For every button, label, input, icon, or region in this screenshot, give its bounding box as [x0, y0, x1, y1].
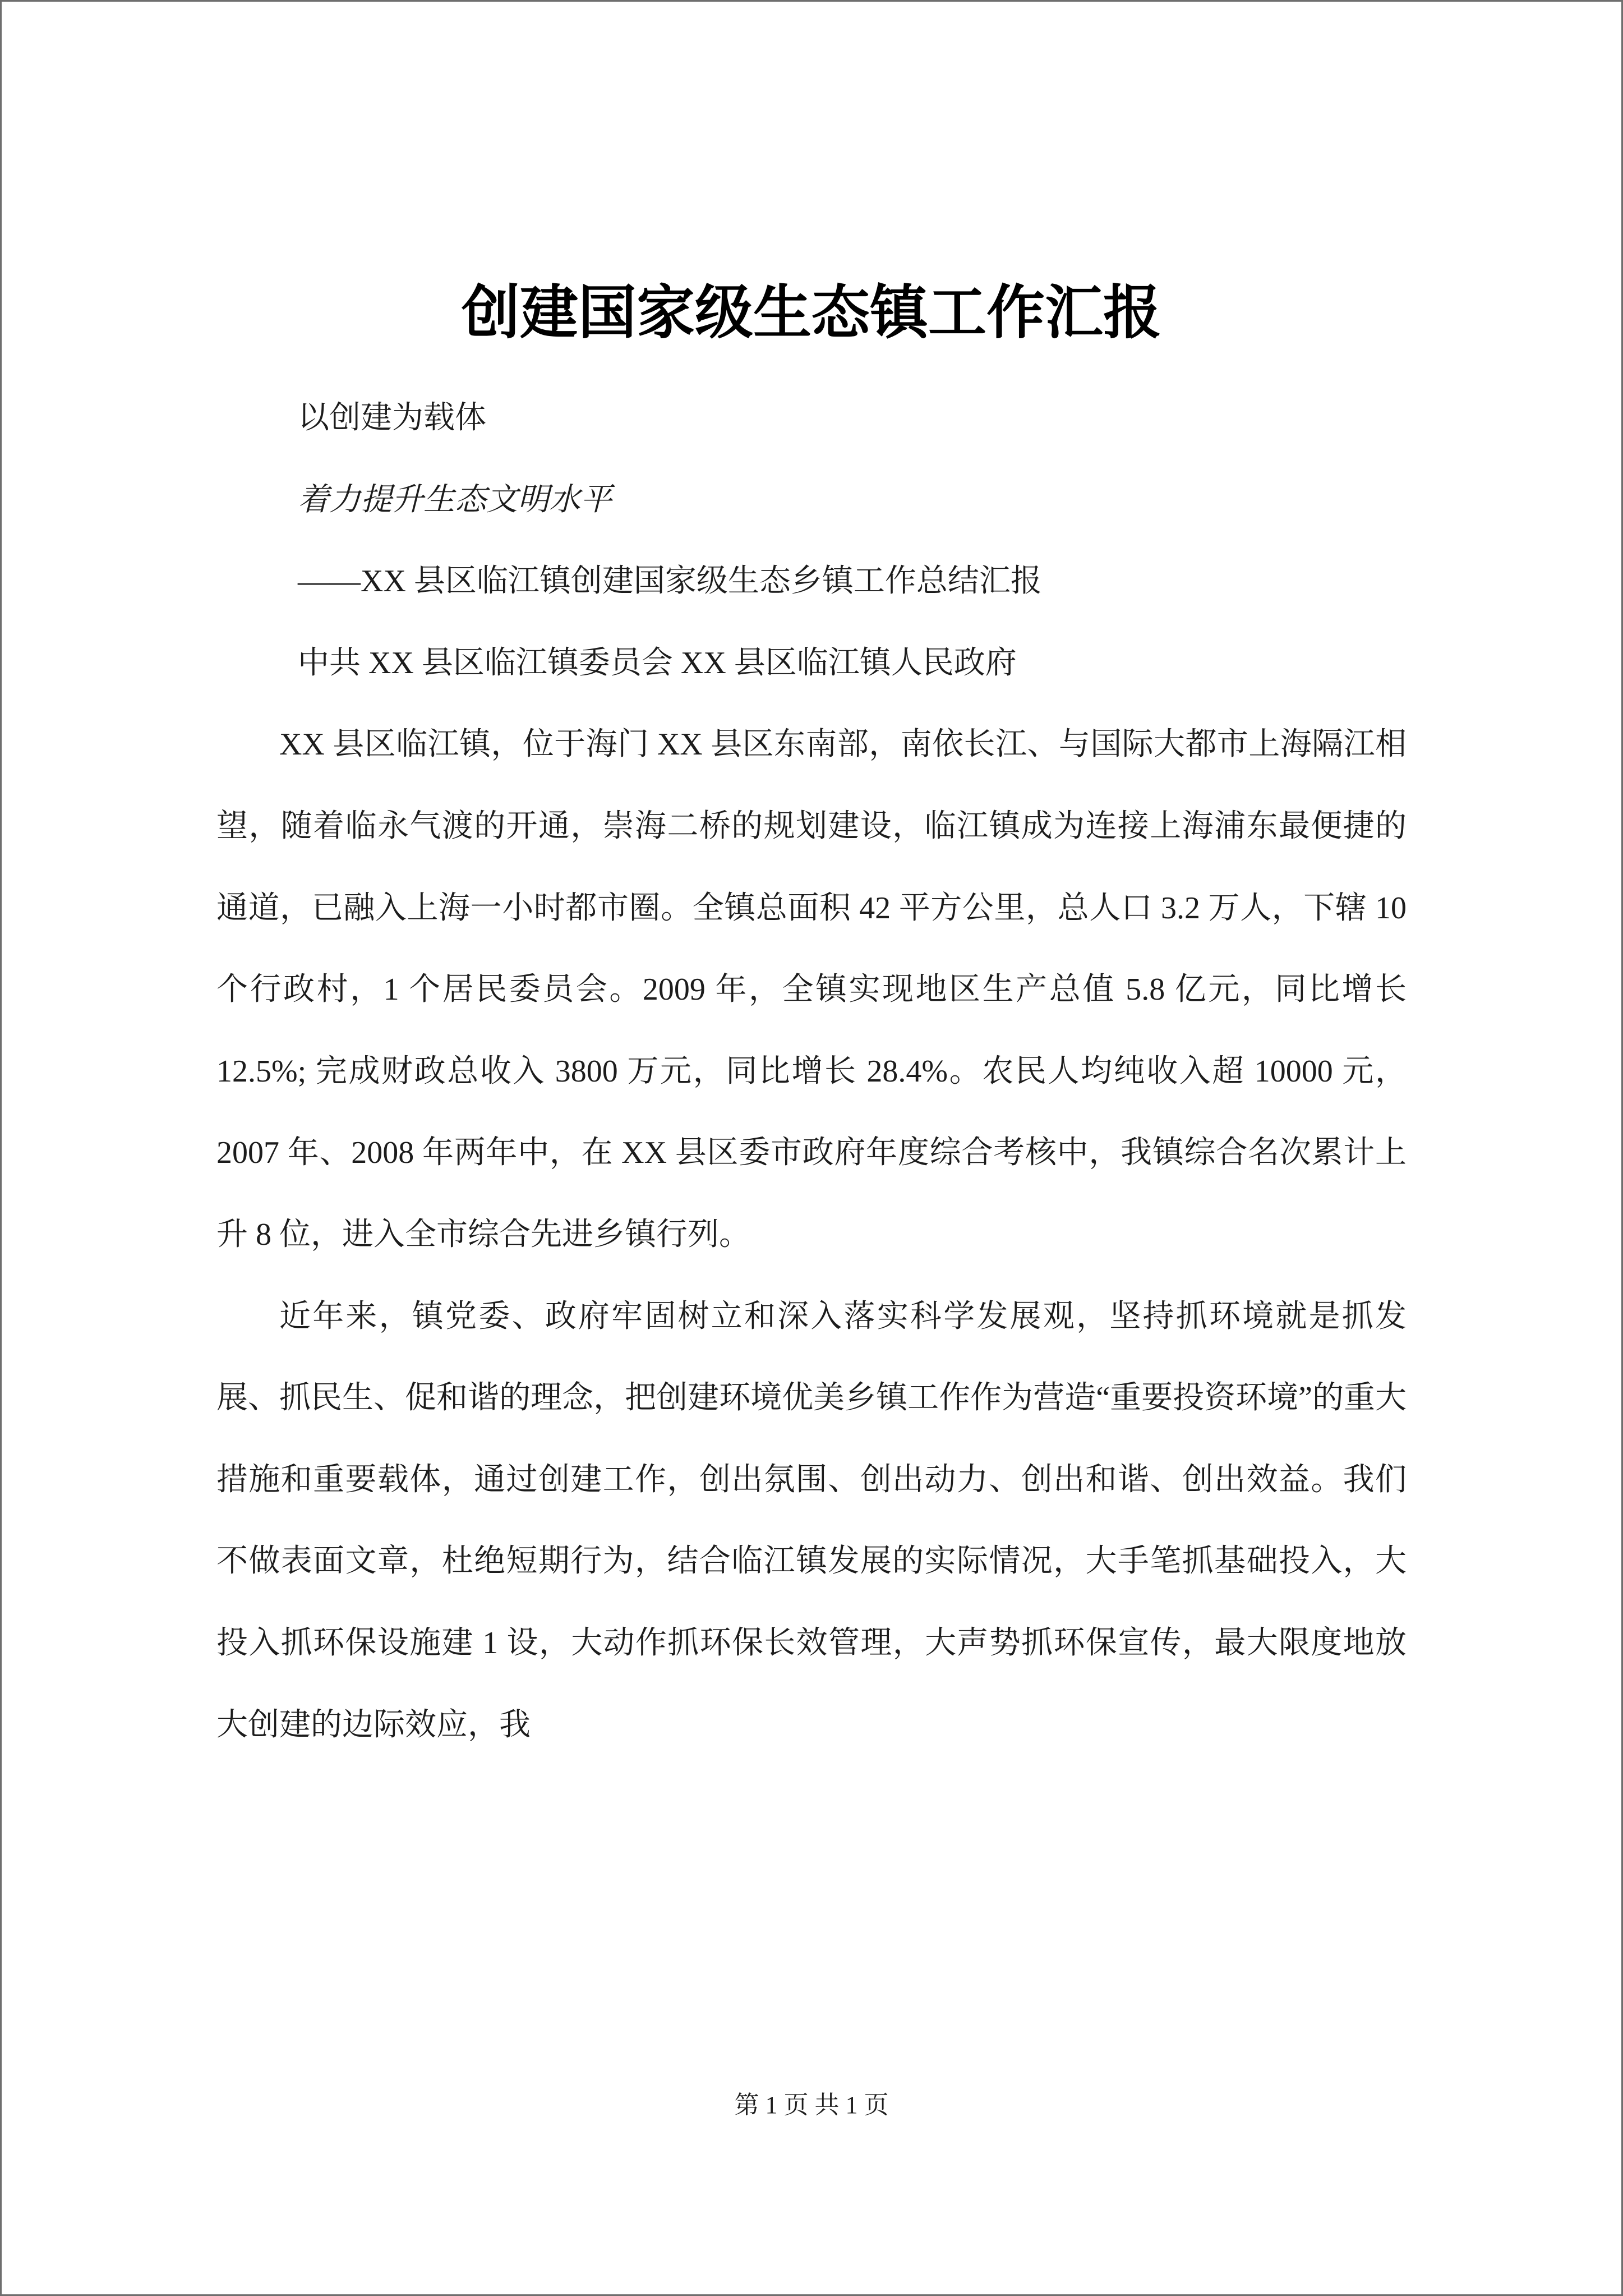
- document-title: 创建国家级生态镇工作汇报: [461, 281, 1161, 346]
- intro-line-subtitle: 着力提升生态文明水平: [298, 482, 612, 517]
- intro-line-carrier: 以创建为载体: [298, 401, 486, 435]
- intro-line-issuing-bodies: 中共 XX 县区临江镇委员会 XX 县区临江镇人民政府: [298, 645, 1017, 680]
- intro-section: [216, 378, 1407, 704]
- body-section: [216, 704, 1407, 1766]
- body-paragraph: XX 县区临江镇，位于海门 XX 县区东南部，南依长江、与国际大都市上海隔江相望，随着临永气渡的开通，崇海二桥的规划建设，临江镇成为连接上海浦东最便捷的通道，已融入上海一小时都市圈。全镇总面积 42 平方公里，总人口 3.2 万人，下辖 10 个行政村，1 个居民委员会。2009 年，全镇实现地区生产总值 5.8 亿元，同比增长 12.5%; 完成财政总收入 3800 万元，同比增长 28.4%。农民人均纯收入超 10000 元，2007 年、2008 年两年中，在 XX 县区委市政府年度综合考核中，我镇综合名次累计上升 8 位，进入全市综合先进乡镇行列。: [216, 727, 1407, 1252]
- intro-line-report-name: ——XX 县区临江镇创建国家级生态乡镇工作总结汇报: [298, 564, 1042, 599]
- body-paragraph: 近年来，镇党委、政府牢固树立和深入落实科学发展观，坚持抓环境就是抓发展、抓民生、促和谐的理念，把创建环境优美乡镇工作作为营造“重要投资环境”的重大措施和重要载体，通过创建工作，创出氛围、创出动力、创出和谐、创出效益。我们不做表面文章，杜绝短期行为，结合临江镇发展的实际情况，大手笔抓基础投入，大投入抓环保设施建 1 设，大动作抓环保长效管理，大声势抓环保宣传，最大限度地放大创建的边际效应，我: [216, 1299, 1407, 1742]
- page-number-footer: 第 1 页 共 1 页: [734, 2091, 889, 2119]
